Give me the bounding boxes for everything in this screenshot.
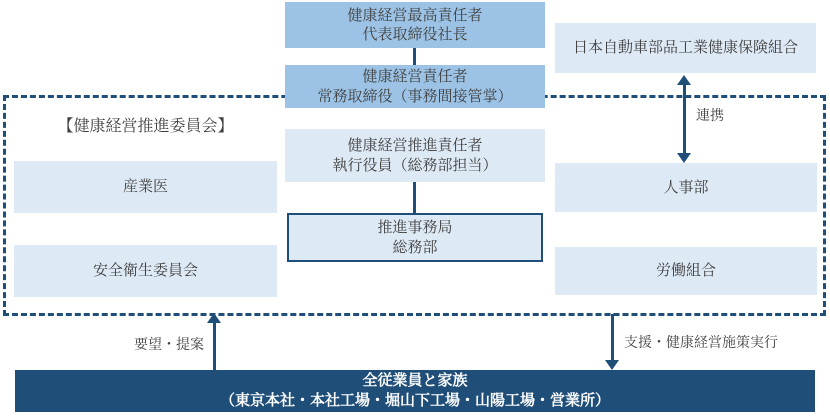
connector-top-exec [413,48,416,65]
cooperation-arrow-down-icon [677,153,691,163]
labor-union-label: 労働組合 [655,262,716,280]
support-label: 支援・健康経営施策実行 [624,334,778,350]
top-executive-box [285,2,545,48]
cooperation-label: 連携 [696,107,724,123]
employees-line1: 全従業員と家族 [362,371,468,389]
cooperation-arrow-line [683,84,686,156]
secretariat-line1: 推進事務局 [377,219,453,236]
employees-box [15,370,815,412]
request-arrow-up-icon [207,313,221,323]
employees-line2: （東京本社・本社工場・堀山下工場・山陽工場・営業所） [219,392,610,409]
occupational-physician-box [14,161,277,213]
insurance-union-label: 日本自動車部品工業健康保険組合 [572,39,798,57]
promotion-officer-line2: 執行役員（総務部担当） [332,156,498,174]
promotion-officer-line1: 健康経営推進責任者 [347,137,483,154]
hr-department-label: 人事部 [663,178,709,196]
top-executive-line1: 健康経営最高責任者 [347,6,483,24]
committee-label: 【健康経営推進委員会】 [57,118,234,135]
secretariat-box [287,213,543,262]
request-label: 要望・提案 [134,336,204,352]
request-arrow-line [213,322,216,370]
hr-department-box [555,163,817,212]
secretariat-line2: 総務部 [392,238,438,256]
occupational-physician-label: 産業医 [122,178,168,196]
insurance-union-box [555,23,816,73]
executive-line2: 常務取締役（事務間接管掌） [317,87,513,105]
support-arrow-down-icon [605,360,619,370]
executive-box [285,65,545,108]
executive-line1: 健康経営責任者 [362,68,468,85]
safety-committee-label: 安全衛生委員会 [92,262,198,280]
support-arrow-line [611,314,614,362]
labor-union-box [555,247,817,295]
top-executive-line2: 代表取締役社長 [362,26,468,43]
promotion-officer-box [285,129,545,182]
connector-promo-secretariat [413,182,416,213]
cooperation-arrow-up-icon [677,75,691,85]
safety-committee-box [14,245,277,297]
